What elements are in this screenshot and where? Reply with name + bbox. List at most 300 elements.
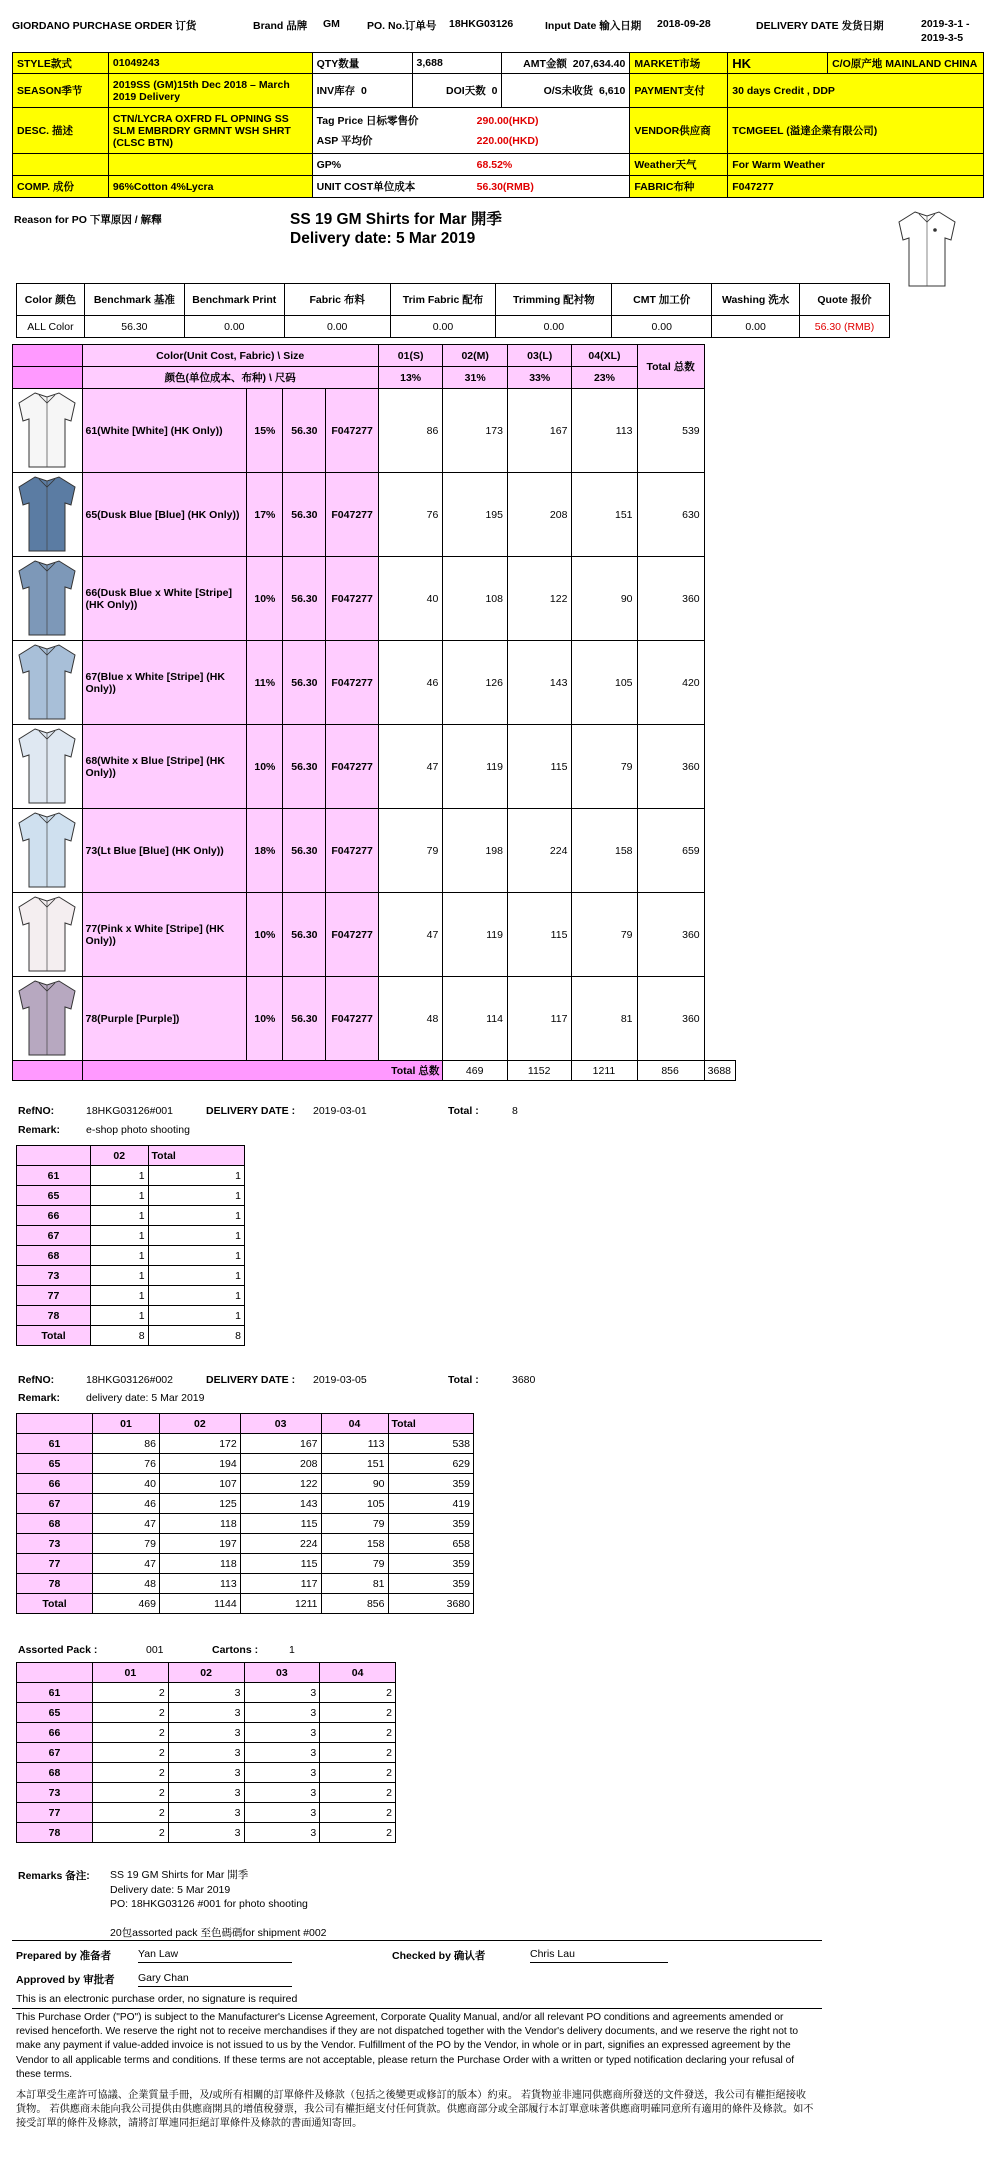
cell-value: 2 [320, 1723, 396, 1743]
cell-value: 125 [159, 1494, 240, 1514]
cell-value: 2 [320, 1823, 396, 1843]
divider [12, 2008, 822, 2009]
qty-cell: 90 [572, 557, 637, 641]
color-fabric: F047277 [326, 977, 379, 1061]
color-name: 78(Purple [Purple]) [82, 977, 247, 1061]
cell-value: 1 [91, 1186, 149, 1206]
co-label: C/O原产地 [832, 57, 883, 70]
cell-value: 86 [93, 1434, 160, 1454]
table-row [17, 1226, 245, 1246]
table-row [17, 1166, 245, 1186]
color-fabric: F047277 [326, 641, 379, 725]
cell-value: 538 [388, 1434, 474, 1454]
row-label: 66 [17, 1723, 93, 1743]
qty-cell: 86 [378, 389, 442, 473]
cell-value: 113 [321, 1434, 388, 1454]
shirt-thumbnail-icon [15, 809, 79, 889]
shirt-thumbnail-icon [15, 725, 79, 805]
cell-value: 3 [168, 1823, 244, 1843]
row-label: Total [17, 1326, 91, 1346]
table-header-row [17, 1146, 245, 1166]
row-label: 77 [17, 1286, 91, 1306]
color-cost: 56.30 [283, 641, 326, 725]
cell-value: 1 [148, 1186, 244, 1206]
cell-value: 3 [168, 1743, 244, 1763]
market-value: HK [728, 53, 828, 74]
shirt-thumbnail-icon [15, 893, 79, 973]
comp-value: 96%Cotton 4%Lycra [108, 176, 312, 198]
row-total: 360 [637, 893, 704, 977]
size-l: 03(L) [508, 345, 572, 367]
row-label: Total [17, 1594, 93, 1614]
color-pct: 10% [247, 893, 283, 977]
row-label: 73 [17, 1783, 93, 1803]
column-header: 01 [93, 1663, 169, 1683]
pct-l: 33% [508, 367, 572, 389]
assorted-pack-value: 001 [146, 1644, 164, 1656]
qty-cell: 105 [572, 641, 637, 725]
cell-value: 3 [244, 1803, 320, 1823]
cell-value: 629 [388, 1454, 474, 1474]
bench-h-cmt: CMT 加工价 [612, 284, 712, 316]
column-header: Total [148, 1146, 244, 1166]
amt-label: AMT金额 [523, 57, 567, 70]
cell-value: 2 [320, 1703, 396, 1723]
bench-h-washing: Washing 洗水 [712, 284, 800, 316]
cell-value: 167 [240, 1434, 321, 1454]
cell-value: 1 [91, 1206, 149, 1226]
cell-value: 115 [240, 1554, 321, 1574]
color-name: 67(Blue x White [Stripe] (HK Only)) [82, 641, 247, 725]
column-header: 01 [93, 1414, 160, 1434]
cell-value: 419 [388, 1494, 474, 1514]
qty-cell: 173 [443, 389, 508, 473]
cell-value: 359 [388, 1574, 474, 1594]
tag-price-label: Tag Price 日标零售价 [316, 114, 419, 127]
cell-value: 194 [159, 1454, 240, 1474]
qty-cell: 113 [572, 389, 637, 473]
color-name: 77(Pink x White [Stripe] (HK Only)) [82, 893, 247, 977]
assorted-pack-label: Assorted Pack : [18, 1644, 98, 1656]
row-total: 360 [637, 725, 704, 809]
cell-value: 224 [240, 1534, 321, 1554]
tag-price-value: 290.00(HKD) [476, 114, 539, 127]
table-row [17, 1743, 396, 1763]
os-value: 6,610 [599, 85, 626, 97]
remarks-line1: SS 19 GM Shirts for Mar 開季 [110, 1869, 249, 1881]
color-name: 61(White [White] (HK Only)) [82, 389, 247, 473]
ref1-delivery-label: DELIVERY DATE : [206, 1105, 296, 1117]
column-header: 03 [244, 1663, 320, 1683]
asp-label: ASP 平均价 [316, 134, 373, 147]
row-label: 73 [17, 1266, 91, 1286]
color-pct: 10% [247, 557, 283, 641]
bench-v-trim: 0.00 [390, 316, 496, 338]
qty-cell: 79 [378, 809, 442, 893]
main-total-l: 1211 [572, 1061, 637, 1081]
delivery1-table [16, 1145, 245, 1346]
shirt-thumbnail [13, 977, 83, 1061]
ref1-remark-label: Remark: [18, 1124, 61, 1136]
qty-cell: 151 [572, 473, 637, 557]
cell-value: 359 [388, 1474, 474, 1494]
inv-label: INV库存 [316, 85, 356, 97]
color-fabric: F047277 [326, 725, 379, 809]
shirt-thumbnail [13, 893, 83, 977]
cell-value: 197 [159, 1534, 240, 1554]
cell-value: 658 [388, 1534, 474, 1554]
qty-cell: 115 [508, 893, 572, 977]
pct-xl: 23% [572, 367, 637, 389]
style-value: 01049243 [108, 53, 312, 74]
cell-value: 90 [321, 1474, 388, 1494]
cell-value: 2 [320, 1763, 396, 1783]
row-label: 78 [17, 1823, 93, 1843]
cell-value: 2 [93, 1803, 169, 1823]
row-label: 67 [17, 1494, 93, 1514]
ref2-total-label: Total : [448, 1374, 479, 1386]
cell-value: 3 [168, 1763, 244, 1783]
remarks-line3: PO: 18HKG03126 #001 for photo shooting [110, 1898, 308, 1910]
cell-value: 1 [148, 1246, 244, 1266]
bench-v-washing: 0.00 [712, 316, 800, 338]
row-label: 78 [17, 1574, 93, 1594]
cell-value: 143 [240, 1494, 321, 1514]
ref2-refno: 18HKG03126#002 [86, 1374, 173, 1386]
qty-cell: 48 [378, 977, 442, 1061]
row-total: 360 [637, 557, 704, 641]
qty-cell: 122 [508, 557, 572, 641]
reason-label: Reason for PO 下單原因 / 解釋 [14, 214, 162, 226]
qty-cell: 143 [508, 641, 572, 725]
shirt-thumbnail-icon [15, 641, 79, 721]
ref1-delivery: 2019-03-01 [313, 1105, 367, 1117]
po-reason-title [290, 210, 502, 248]
qty-cell: 114 [443, 977, 508, 1061]
cell-value: 1 [148, 1266, 244, 1286]
color-row [13, 977, 736, 1061]
vendor-label: VENDOR供应商 [630, 108, 728, 154]
color-size-table [12, 344, 736, 1081]
bench-v-color: ALL Color [17, 316, 85, 338]
column-header [17, 1414, 93, 1434]
table-row [17, 1494, 474, 1514]
shirt-thumbnail-icon [15, 557, 79, 637]
checked-by-value: Chris Lau [530, 1948, 668, 1963]
unit-cost-label: UNIT COST单位成本 [316, 181, 416, 193]
cell-value: 2 [320, 1743, 396, 1763]
delivery-date-label: DELIVERY DATE 发货日期 [756, 20, 884, 32]
cell-value: 1 [148, 1306, 244, 1326]
qty-cell: 46 [378, 641, 442, 725]
size-m: 02(M) [443, 345, 508, 367]
cell-value: 3680 [388, 1594, 474, 1614]
table-row [17, 1803, 396, 1823]
color-cost: 56.30 [283, 809, 326, 893]
cell-value: 1144 [159, 1594, 240, 1614]
remarks-label: Remarks 备注: [18, 1870, 90, 1882]
color-cost: 56.30 [283, 725, 326, 809]
color-fabric: F047277 [326, 557, 379, 641]
input-date-label: Input Date 输入日期 [545, 20, 642, 32]
unit-cost-value: 56.30(RMB) [476, 181, 534, 193]
shirt-thumbnail [13, 725, 83, 809]
cell-value: 3 [168, 1703, 244, 1723]
cell-value: 2 [93, 1823, 169, 1843]
ref1-refno: 18HKG03126#001 [86, 1105, 173, 1117]
cell-value: 115 [240, 1514, 321, 1534]
cartons-label: Cartons : [212, 1644, 259, 1656]
qty-cell: 108 [443, 557, 508, 641]
bench-v-fabric: 0.00 [284, 316, 390, 338]
main-total-row-label: Total 总数 [82, 1061, 443, 1081]
shirt-thumbnail-icon [15, 389, 79, 469]
remarks-text [110, 1868, 327, 1940]
color-fabric: F047277 [326, 893, 379, 977]
cell-value: 2 [93, 1703, 169, 1723]
main-total-m: 1152 [508, 1061, 572, 1081]
desc-label: DESC. 描述 [13, 108, 109, 154]
color-row [13, 893, 736, 977]
divider [12, 1940, 822, 1941]
bench-h-benchmark: Benchmark 基准 [84, 284, 184, 316]
cell-value: 2 [320, 1783, 396, 1803]
cell-value: 46 [93, 1494, 160, 1514]
assorted-pack-table [16, 1662, 396, 1843]
column-header [17, 1663, 93, 1683]
qty-cell: 76 [378, 473, 442, 557]
column-header: 02 [168, 1663, 244, 1683]
bench-h-trimming: Trimming 配衬物 [496, 284, 612, 316]
row-total: 539 [637, 389, 704, 473]
main-total-header: Total 总数 [637, 345, 704, 389]
delivery-date-to: 2019-3-5 [921, 32, 964, 44]
reason-title-line1: SS 19 GM Shirts for Mar 開季 [290, 211, 502, 228]
desc-value: CTN/LYCRA OXFRD FL OPNING SS SLM EMBRDRY GRMNT WSH SHRT (CLSC BTN) [108, 108, 312, 154]
row-label: 65 [17, 1703, 93, 1723]
remarks-line2: Delivery date: 5 Mar 2019 [110, 1883, 231, 1896]
cell-value: 3 [168, 1803, 244, 1823]
cell-value: 47 [93, 1514, 160, 1534]
cell-value: 1 [148, 1166, 244, 1186]
row-total: 659 [637, 809, 704, 893]
cell-value: 1 [91, 1306, 149, 1326]
cell-value: 81 [321, 1574, 388, 1594]
table-row [17, 1186, 245, 1206]
color-row [13, 389, 736, 473]
cell-value: 1 [91, 1266, 149, 1286]
row-label: 65 [17, 1186, 91, 1206]
cell-value: 1 [148, 1226, 244, 1246]
cell-value: 2 [93, 1763, 169, 1783]
payment-label: PAYMENT支付 [630, 74, 728, 108]
qty-cell: 117 [508, 977, 572, 1061]
cell-value: 2 [320, 1683, 396, 1703]
qty-cell: 40 [378, 557, 442, 641]
color-name: 73(Lt Blue [Blue] (HK Only)) [82, 809, 247, 893]
table-row [17, 1534, 474, 1554]
cell-value: 3 [168, 1683, 244, 1703]
qty-cell: 119 [443, 893, 508, 977]
prepared-by-value: Yan Law [138, 1948, 292, 1963]
bench-v-print: 0.00 [184, 316, 284, 338]
table-row [17, 1454, 474, 1474]
table-row [17, 1703, 396, 1723]
qty-label: QTY数量 [312, 53, 412, 74]
season-label: SEASON季节 [13, 74, 109, 108]
remarks-line4: 20包assorted pack 至色碼碼for shipment #002 [110, 1926, 327, 1939]
bench-v-quote: 56.30 (RMB) [800, 316, 890, 338]
cell-value: 469 [93, 1594, 160, 1614]
cell-value: 1 [148, 1286, 244, 1306]
column-header: 02 [91, 1146, 149, 1166]
row-label: 61 [17, 1434, 93, 1454]
table-row [17, 1514, 474, 1534]
row-label: 66 [17, 1474, 93, 1494]
qty-cell: 47 [378, 725, 442, 809]
qty-cell: 47 [378, 893, 442, 977]
main-grand-total: 3688 [704, 1061, 735, 1081]
color-name: 65(Dusk Blue [Blue] (HK Only)) [82, 473, 247, 557]
cell-value: 76 [93, 1454, 160, 1474]
cell-value: 2 [320, 1803, 396, 1823]
ref2-total: 3680 [512, 1374, 536, 1386]
size-xl: 04(XL) [572, 345, 637, 367]
inv-value: 0 [361, 85, 367, 97]
cell-value: 2 [93, 1683, 169, 1703]
table-row [17, 1763, 396, 1783]
main-total-xl: 856 [637, 1061, 704, 1081]
qty-cell: 224 [508, 809, 572, 893]
fabric-label: FABRIC布种 [630, 176, 728, 198]
cell-value: 3 [244, 1723, 320, 1743]
cell-value: 2 [93, 1743, 169, 1763]
terms-chinese: 本訂單受生產許可協議、企業質量手冊，及/或所有相關的訂單條件及條款（包括之後變更或修訂的版本）約束。 若貨物並非連同供應商所發送的文件發送，我公司有權拒絕接收貨物。 若供應商未能向我公司提供由供應商開具的增值稅發票，我公司有權拒絕支付任何貨款。供應商部分或全部履行本訂單意味著供應商明確同意所有適用的條件及條款。如不接受訂單的條件及條款，請將訂單連同拒絕訂單條件及條款的書面通知寄回。 [16, 2090, 814, 2130]
cell-value: 3 [244, 1743, 320, 1763]
os-label: O/S未收货 [543, 85, 594, 97]
delivery2-table [16, 1413, 474, 1614]
table-row [17, 1683, 396, 1703]
doi-label: DOI天数 [446, 85, 486, 97]
weather-value: For Warm Weather [728, 154, 984, 176]
cell-value: 2 [93, 1723, 169, 1743]
color-pct: 10% [247, 977, 283, 1061]
qty-cell: 79 [572, 725, 637, 809]
row-label: 67 [17, 1226, 91, 1246]
column-header: 04 [320, 1663, 396, 1683]
cell-value: 48 [93, 1574, 160, 1594]
size-s: 01(S) [378, 345, 442, 367]
table-header-row [17, 1663, 396, 1683]
row-total: 630 [637, 473, 704, 557]
ref1-remark: e-shop photo shooting [86, 1124, 190, 1136]
po-no-value: 18HKG03126 [449, 18, 514, 30]
color-pct: 10% [247, 725, 283, 809]
color-cost: 56.30 [283, 557, 326, 641]
cell-value: 208 [240, 1454, 321, 1474]
row-label: 78 [17, 1306, 91, 1326]
cell-value: 105 [321, 1494, 388, 1514]
po-title: GIORDANO PURCHASE ORDER 订货 [12, 20, 197, 32]
color-name: 66(Dusk Blue x White [Stripe] (HK Only)) [82, 557, 247, 641]
ref1-total: 8 [512, 1105, 518, 1117]
qty-cell: 119 [443, 725, 508, 809]
table-row [17, 1434, 474, 1454]
ref2-delivery: 2019-03-05 [313, 1374, 367, 1386]
gp-label: GP% [316, 158, 342, 171]
cell-value: 118 [159, 1554, 240, 1574]
bench-h-color: Color 颜色 [17, 284, 85, 316]
ref1-refno-label: RefNO: [18, 1105, 55, 1117]
color-row [13, 641, 736, 725]
qty-cell: 195 [443, 473, 508, 557]
po-no-label: PO. No.订单号 [367, 20, 437, 32]
row-label: 68 [17, 1763, 93, 1783]
table-row [17, 1286, 245, 1306]
cell-value: 8 [148, 1326, 244, 1346]
color-fabric: F047277 [326, 809, 379, 893]
weather-label: Weather天气 [630, 154, 728, 176]
color-fabric: F047277 [326, 389, 379, 473]
qty-cell: 81 [572, 977, 637, 1061]
qty-cell: 198 [443, 809, 508, 893]
ref2-remark: delivery date: 5 Mar 2019 [86, 1392, 205, 1404]
electronic-po-note: This is an electronic purchase order, no signature is required [16, 1993, 298, 2005]
color-cost: 56.30 [283, 389, 326, 473]
comp-label: COMP. 成份 [13, 176, 109, 198]
cell-value: 1211 [240, 1594, 321, 1614]
cell-value: 118 [159, 1514, 240, 1534]
ref2-refno-label: RefNO: [18, 1374, 55, 1386]
fabric-value: F047277 [728, 176, 984, 198]
cell-value: 359 [388, 1514, 474, 1534]
cell-value: 3 [244, 1823, 320, 1843]
delivery-date-from: 2019-3-1 - [921, 18, 970, 30]
vendor-value: TCMGEEL (溢達企業有限公司) [728, 108, 984, 154]
shirt-thumbnail-icon [15, 473, 79, 553]
shirt-thumbnail [13, 389, 83, 473]
main-header-1: Color(Unit Cost, Fabric) \ Size [82, 345, 378, 367]
cell-value: 117 [240, 1574, 321, 1594]
color-pct: 11% [247, 641, 283, 725]
table-header-row [17, 1414, 474, 1434]
bench-h-quote: Quote 报价 [800, 284, 890, 316]
cell-value: 1 [91, 1286, 149, 1306]
color-pct: 17% [247, 473, 283, 557]
cell-value: 79 [93, 1534, 160, 1554]
po-header [12, 18, 987, 52]
qty-cell: 167 [508, 389, 572, 473]
row-label: 61 [17, 1683, 93, 1703]
style-label: STYLE款式 [13, 53, 109, 74]
qty-cell: 208 [508, 473, 572, 557]
qty-cell: 126 [443, 641, 508, 725]
color-row [13, 809, 736, 893]
shirt-thumbnail [13, 473, 83, 557]
reason-title-line2: Delivery date: 5 Mar 2019 [290, 230, 476, 247]
cell-value: 3 [244, 1763, 320, 1783]
color-fabric: F047277 [326, 473, 379, 557]
row-total: 420 [637, 641, 704, 725]
color-cost: 56.30 [283, 977, 326, 1061]
cell-value: 2 [93, 1783, 169, 1803]
main-header-2: 颜色(单位成本、布种) \ 尺码 [82, 367, 378, 389]
row-label: 77 [17, 1554, 93, 1574]
payment-value: 30 days Credit , DDP [728, 74, 984, 108]
table-row [17, 1823, 396, 1843]
brand-value: GM [323, 18, 340, 30]
main-total-s: 469 [443, 1061, 508, 1081]
